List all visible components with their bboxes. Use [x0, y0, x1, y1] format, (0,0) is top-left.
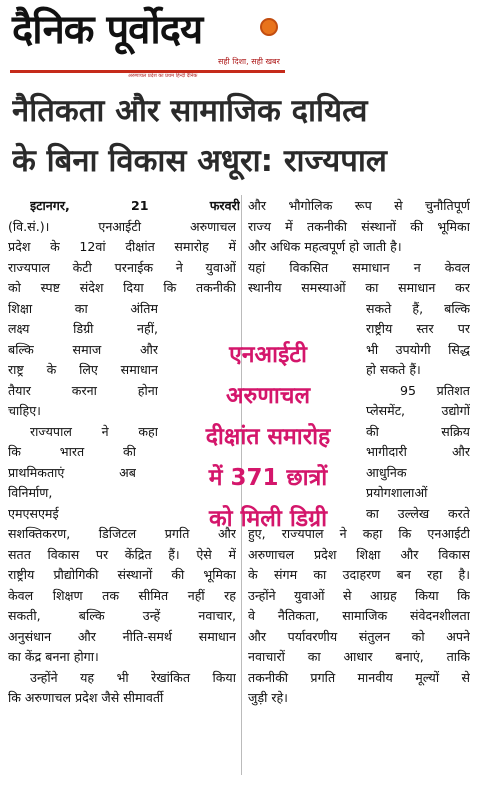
article-right-line: के संगम का उदाहरण बन रहा है।	[248, 567, 470, 582]
headline-line-1: नैतिकता और सामाजिक दायित्व	[12, 93, 368, 129]
pull-quote-line: अरुणाचल	[225, 383, 311, 409]
article-right-line: तकनीकी प्रगति मानवीय मूल्यों से	[248, 669, 470, 685]
article-right-line: अरुणाचल प्रदेश शिक्षा और विकास	[248, 546, 470, 562]
article-left-line: सतत विकास पर केंद्रित हैं। ऐसे में	[8, 546, 236, 562]
article-right-line: और पर्यावरणीय संतुलन को अपने	[248, 628, 470, 644]
article-left-line: का केंद्र बनना होगा।	[8, 649, 99, 664]
pull-quote-line: दीक्षांत समारोह	[205, 424, 331, 450]
pull-quote-line: को मिली डिग्री	[208, 506, 328, 532]
article-left-line: राज्यपाल केटी परनाईक ने युवाओं	[8, 259, 236, 275]
article-left-line: उन्होंने यह भी रेखांकित किया	[30, 669, 236, 685]
article-right-line: भागीदारी और	[366, 444, 470, 459]
article-left-line: कि अरुणाचल प्रदेश जैसे सीमावर्ती	[8, 690, 164, 705]
article-left-line: लक्ष्य डिग्री नहीं,	[8, 321, 158, 336]
article-left-line: बल्कि समाज और	[8, 341, 158, 357]
article-left-line: इटानगर, 21 फरवरी	[30, 198, 240, 213]
article-right-line: स्थानीय समस्याओं का समाधान कर	[248, 280, 470, 295]
article-right-line: उन्होंने युवाओं से आग्रह किया कि	[248, 587, 470, 603]
article-right-line: वे नैतिकता, सामाजिक संवेदनशीलता	[248, 608, 470, 623]
sun-logo-icon	[260, 18, 278, 36]
article-right-line: 95 प्रतिशत	[400, 382, 470, 398]
article-right-line: का उल्लेख करते	[366, 505, 470, 521]
article-right-line: यहां विकसित समाधान न केवल	[248, 259, 470, 275]
masthead-subline: अरुणाचल प्रदेश का प्रथम हिन्दी दैनिक	[128, 73, 198, 79]
article-right-line: सकते हैं, बल्कि	[366, 300, 470, 316]
article-right-line: नवाचारों का आधार बनाएं, ताकि	[248, 649, 470, 664]
article-left-line: तैयार करना होना	[8, 382, 158, 398]
article-right-line: आधुनिक	[366, 464, 407, 480]
article-right-line: की सक्रिय	[366, 423, 470, 439]
article-right-line: राष्ट्रीय स्तर पर	[366, 321, 470, 336]
article-right-line: हुए, राज्यपाल ने कहा कि एनआईटी	[248, 526, 470, 541]
article-right-line: और भौगोलिक रूप से चुनौतिपूर्ण	[248, 198, 470, 213]
masthead	[10, 6, 285, 79]
article-left-line: राज्यपाल ने कहा	[30, 423, 158, 439]
article-left-line: अनुसंधान और नीति-समर्थ समाधान	[8, 628, 236, 644]
article-right-line: भी उपयोगी सिद्ध	[366, 341, 470, 357]
pull-quote	[178, 335, 358, 545]
pull-quote-line: में 371 छात्रों	[208, 465, 328, 491]
article-left-line: चाहिए।	[8, 403, 41, 418]
article-left-line: सशक्तिकरण, डिजिटल प्रगति और	[8, 526, 236, 541]
article-left-line: प्रदेश के 12वां दीक्षांत समारोह में	[8, 239, 236, 254]
masthead-tagline: सही दिशा, सही खबर	[218, 57, 280, 66]
article-left-line: विनिर्माण,	[8, 485, 53, 500]
article-left-line: को स्पष्ट संदेश दिया कि तकनीकी	[8, 280, 236, 295]
headline-line-2: के बिना विकास अधूरा: राज्यपाल	[12, 143, 387, 179]
article-left-line: राष्ट्र के लिए समाधान	[8, 362, 158, 377]
article-left-line: सकती, बल्कि उन्हें नवाचार,	[8, 608, 236, 623]
article-left-line: एमएसएमई	[8, 505, 59, 521]
article-right-line: राज्य में तकनीकी संस्थानों की भूमिका	[248, 218, 470, 234]
pull-quote-line: एनआईटी	[229, 342, 307, 368]
article-left-line: प्राथमिकताएं अब	[8, 464, 136, 480]
masthead-title: दैनिक पूर्वोदय	[12, 7, 203, 53]
article-right-line: और अधिक महत्वपूर्ण हो जाती है।	[248, 239, 402, 254]
article-left-line: राष्ट्रीय प्रौद्योगिकी संस्थानों की भूमिका	[8, 567, 236, 582]
article-left-line: शिक्षा का अंतिम	[8, 300, 158, 316]
article-right-line: प्रयोगशालाओं	[366, 485, 428, 500]
article-left-line: (वि.सं.)। एनआईटी अरुणाचल	[8, 218, 236, 234]
article-right-line: हो सकते हैं।	[366, 362, 421, 377]
article-right-line: जुड़ी रहे।	[248, 690, 288, 705]
article-left-line: केवल शिक्षण तक सीमित नहीं रह	[8, 587, 236, 603]
article-right-line: प्लेसमेंट, उद्योगों	[366, 403, 470, 418]
article-left-line: कि भारत की	[8, 444, 136, 459]
